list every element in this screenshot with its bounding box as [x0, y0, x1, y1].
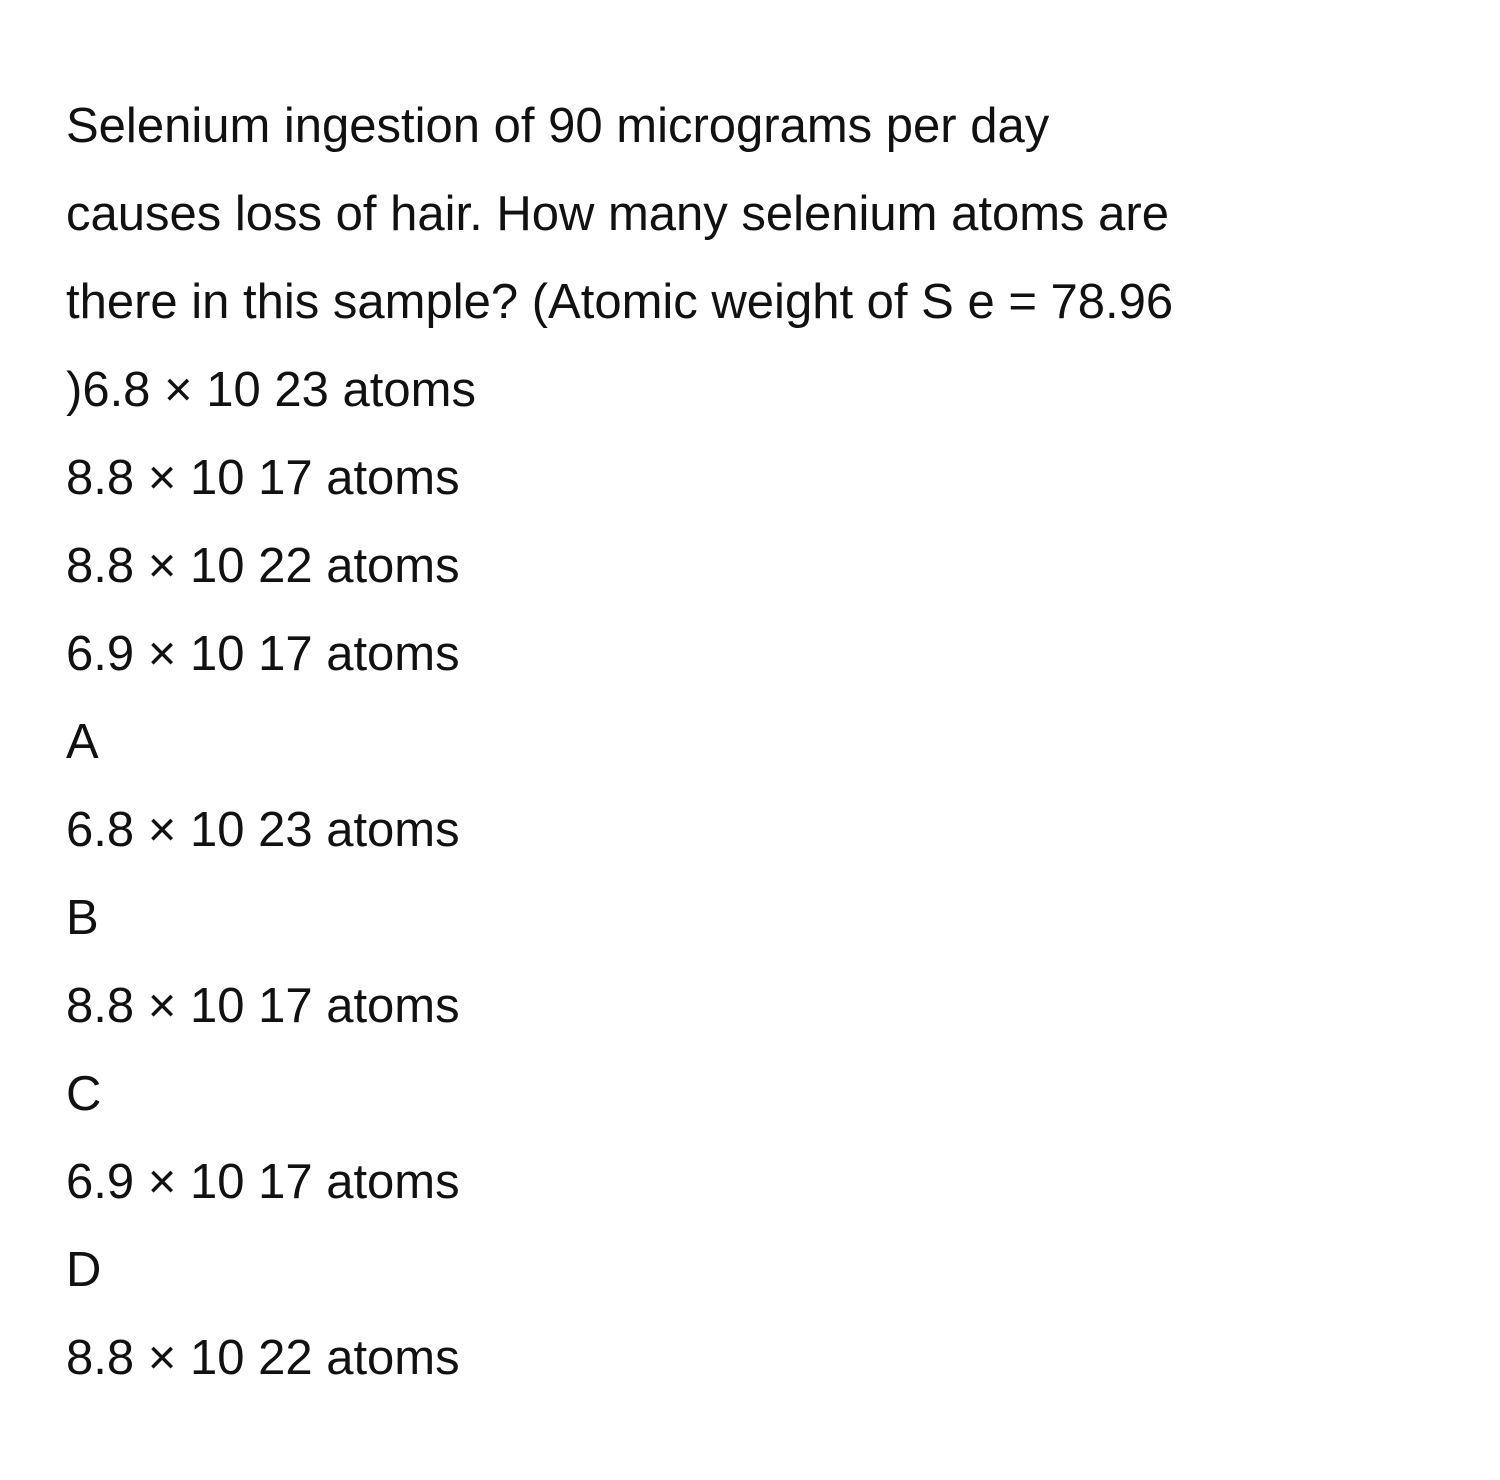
question-line: )6.8 × 10 23 atoms [66, 363, 476, 417]
option-d-letter[interactable]: D [66, 1243, 102, 1297]
inline-choice: 6.9 × 10 17 atoms [66, 627, 460, 681]
option-c-letter[interactable]: C [66, 1067, 102, 1121]
question-line: Selenium ingestion of 90 micrograms per day [66, 99, 1050, 153]
option-d-text[interactable]: 8.8 × 10 22 atoms [66, 1331, 460, 1385]
option-b-text[interactable]: 8.8 × 10 17 atoms [66, 979, 460, 1033]
inline-choice: 8.8 × 10 17 atoms [66, 451, 460, 505]
inline-choice: 8.8 × 10 22 atoms [66, 539, 460, 593]
question-line: there in this sample? (Atomic weight of S e = 78.96 [66, 275, 1174, 329]
option-a-text[interactable]: 6.8 × 10 23 atoms [66, 803, 460, 857]
option-a-letter[interactable]: A [66, 715, 99, 769]
option-b-letter[interactable]: B [66, 891, 99, 945]
question-line: causes loss of hair. How many selenium atoms are [66, 187, 1169, 241]
option-c-text[interactable]: 6.9 × 10 17 atoms [66, 1155, 460, 1209]
